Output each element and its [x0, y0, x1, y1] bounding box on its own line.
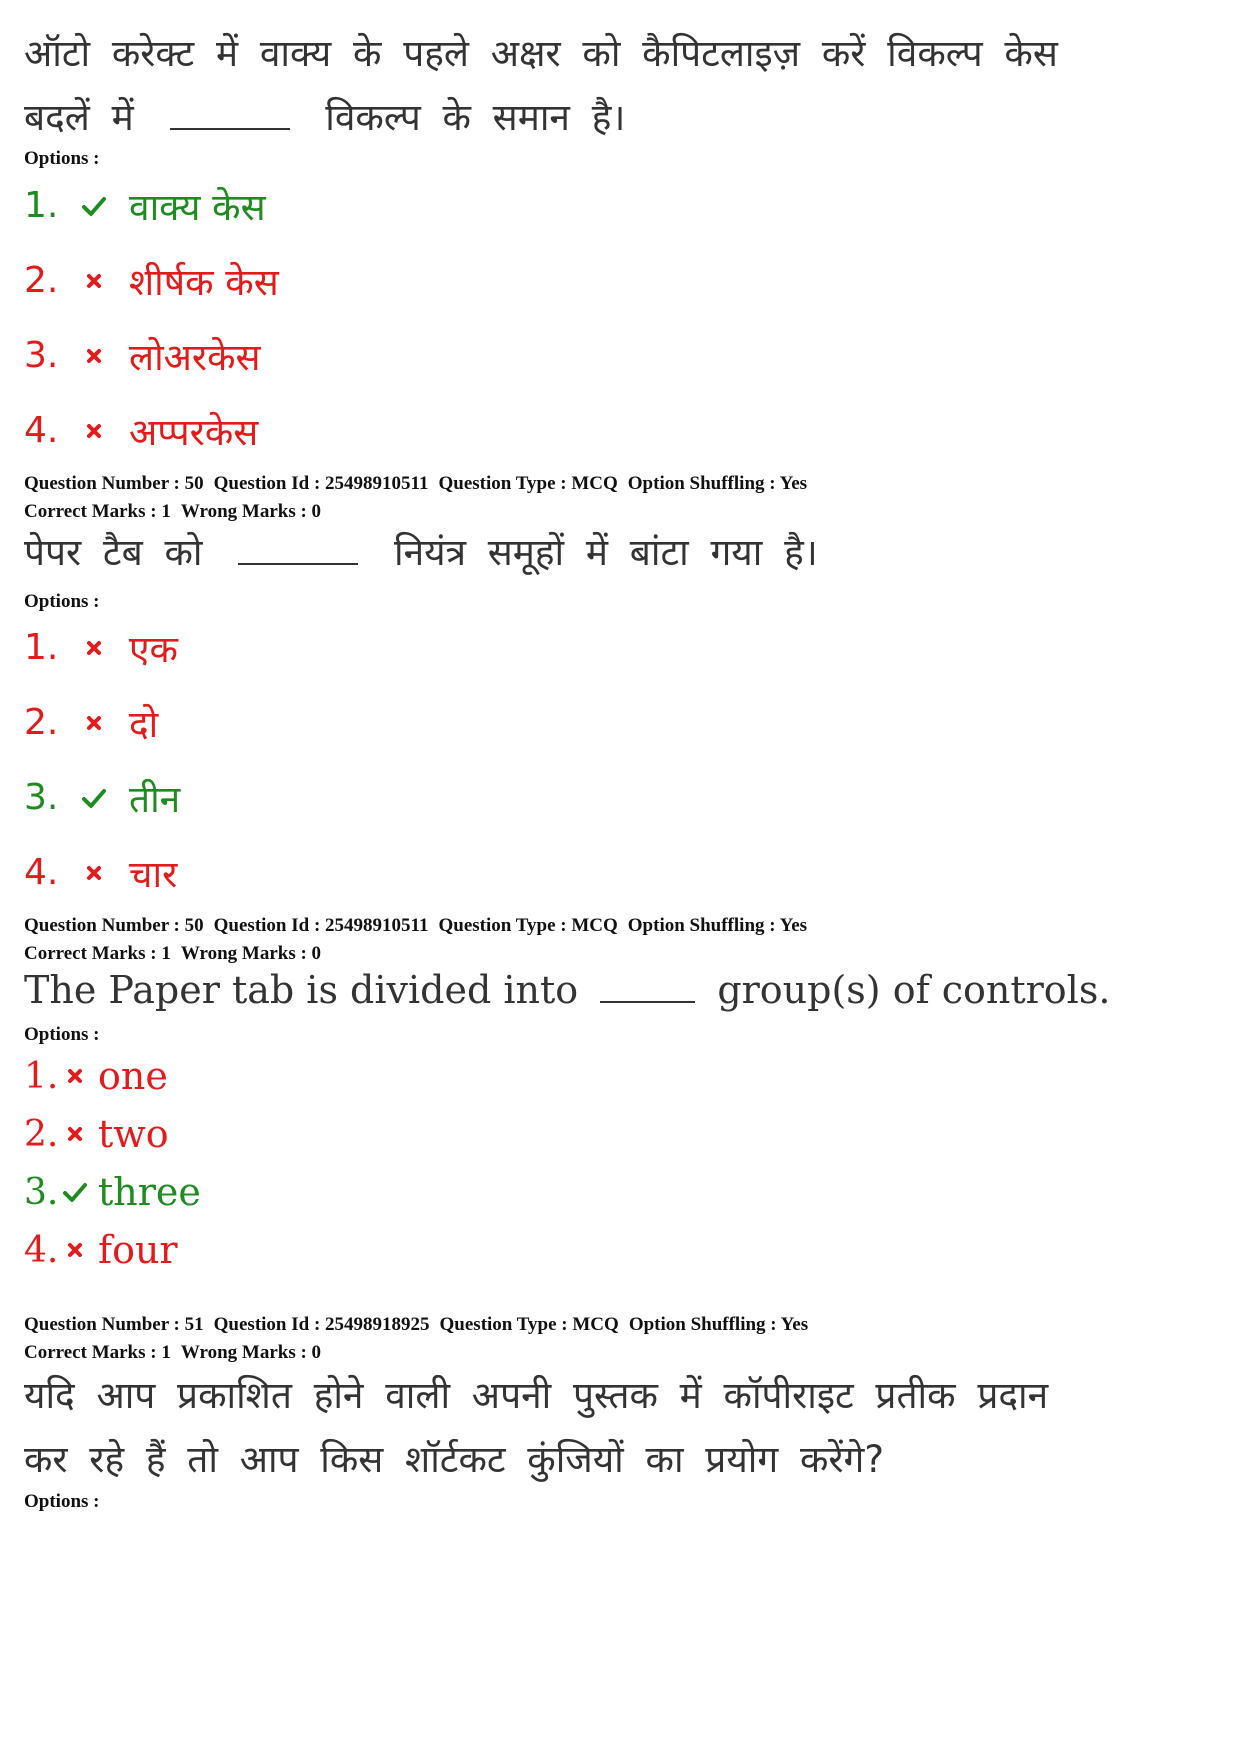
cross-icon — [62, 1235, 88, 1265]
option-number: 4. — [24, 410, 59, 451]
option-item — [24, 1221, 201, 1279]
question-meta-line-1 — [24, 912, 817, 940]
cross-icon — [79, 266, 109, 296]
option-text: अप्परकेस — [129, 411, 259, 454]
question-meta — [24, 1311, 818, 1367]
option-item — [24, 1163, 201, 1221]
meta-item: Correct Marks : 1 — [24, 501, 171, 522]
option-number: 3. — [24, 777, 59, 818]
option-text: तीन — [129, 778, 181, 821]
cross-icon — [79, 708, 109, 738]
option-text: four — [98, 1228, 178, 1272]
question-49-line-2-after: विकल्प के समान है। — [325, 96, 626, 139]
question-meta-line-2 — [24, 940, 817, 968]
question-meta — [24, 470, 817, 526]
option-number: 4. — [24, 852, 59, 893]
meta-item: Question Number : 50 — [24, 473, 204, 494]
meta-item: Wrong Marks : 0 — [180, 1342, 322, 1363]
question-49-line-2 — [24, 86, 1204, 150]
meta-item: Wrong Marks : 0 — [180, 501, 322, 522]
question-meta — [24, 912, 817, 968]
option-item — [24, 760, 180, 835]
meta-item: Question Number : 50 — [24, 915, 204, 936]
question-meta-line-1 — [24, 1311, 818, 1339]
option-text: चार — [129, 853, 178, 896]
option-number: 2. — [24, 702, 59, 743]
question-51-line-1: यदि आप प्रकाशित होने वाली अपनी पुस्तक में कॉपीराइट प्रतीक प्रदान — [24, 1374, 1049, 1417]
option-text: two — [98, 1112, 169, 1156]
question-49-line-1: ऑटो करेक्ट में वाक्य के पहले अक्षर को कैपिटलाइज़ करें विकल्प केस — [24, 32, 1058, 75]
question-meta-line-2 — [24, 1339, 818, 1367]
question-50-hindi-options — [24, 610, 180, 910]
option-item — [24, 243, 279, 318]
meta-item: Option Shuffling : Yes — [627, 915, 808, 936]
option-number: 1. — [24, 627, 59, 668]
meta-item: Question Type : MCQ — [438, 473, 618, 494]
meta-item: Correct Marks : 1 — [24, 943, 171, 964]
question-text-after: नियंत्र समूहों में बांटा गया है। — [394, 531, 818, 574]
option-number: 1. — [24, 185, 59, 226]
check-icon — [62, 1177, 88, 1207]
options-label: Options : — [24, 148, 100, 169]
check-icon — [79, 783, 109, 813]
answer-blank — [238, 533, 358, 565]
option-item — [24, 1105, 201, 1163]
question-49-text — [24, 22, 1204, 150]
option-item — [24, 685, 180, 760]
option-text: one — [98, 1054, 168, 1098]
cross-icon — [79, 633, 109, 663]
meta-item: Question Number : 51 — [24, 1314, 204, 1335]
meta-item: Question Type : MCQ — [439, 1314, 619, 1335]
option-text: दो — [129, 703, 159, 746]
cross-icon — [79, 858, 109, 888]
options-label: Options : — [24, 1024, 100, 1045]
question-50-english-text — [24, 965, 1110, 1015]
option-item — [24, 1047, 201, 1105]
answer-blank — [170, 98, 290, 130]
meta-item: Correct Marks : 1 — [24, 1342, 171, 1363]
cross-icon — [62, 1061, 88, 1091]
option-item — [24, 610, 180, 685]
option-number: 2. — [24, 1113, 59, 1155]
option-number: 3. — [24, 335, 59, 376]
option-text: three — [98, 1170, 201, 1214]
option-item — [24, 318, 279, 393]
option-number: 3. — [24, 1171, 59, 1213]
options-label: Options : — [24, 591, 100, 612]
answer-blank — [600, 975, 695, 1003]
meta-item: Question Type : MCQ — [438, 915, 618, 936]
meta-item: Question Id : 25498910511 — [213, 915, 429, 936]
option-number: 1. — [24, 1055, 59, 1097]
options-label: Options : — [24, 1491, 100, 1512]
question-text-before: The Paper tab is divided into — [24, 968, 579, 1012]
option-text: वाक्य केस — [129, 186, 266, 229]
meta-item: Option Shuffling : Yes — [628, 1314, 809, 1335]
option-item — [24, 168, 279, 243]
option-number: 2. — [24, 260, 59, 301]
question-49-line-2-before: बदलें में — [24, 96, 134, 139]
option-item — [24, 835, 180, 910]
meta-item: Question Id : 25498910511 — [213, 473, 429, 494]
cross-icon — [79, 341, 109, 371]
question-51-text — [24, 1364, 1204, 1492]
meta-item: Option Shuffling : Yes — [627, 473, 808, 494]
question-49-options — [24, 168, 279, 468]
question-meta-line-1 — [24, 470, 817, 498]
option-item — [24, 393, 279, 468]
question-text-after: group(s) of controls. — [717, 968, 1111, 1012]
question-50-english-options — [24, 1047, 201, 1279]
check-icon — [79, 191, 109, 221]
option-text: लोअरकेस — [129, 336, 261, 379]
cross-icon — [79, 416, 109, 446]
cross-icon — [62, 1119, 88, 1149]
option-number: 4. — [24, 1229, 59, 1271]
question-text-before: पेपर टैब को — [24, 531, 203, 574]
question-50-hindi-text — [24, 521, 1204, 585]
option-text: शीर्षक केस — [129, 261, 279, 304]
question-51-line-2: कर रहे हैं तो आप किस शॉर्टकट कुंजियों का प्रयोग करेंगे? — [24, 1438, 884, 1481]
option-text: एक — [129, 628, 178, 671]
meta-item: Wrong Marks : 0 — [180, 943, 322, 964]
meta-item: Question Id : 25498918925 — [213, 1314, 430, 1335]
